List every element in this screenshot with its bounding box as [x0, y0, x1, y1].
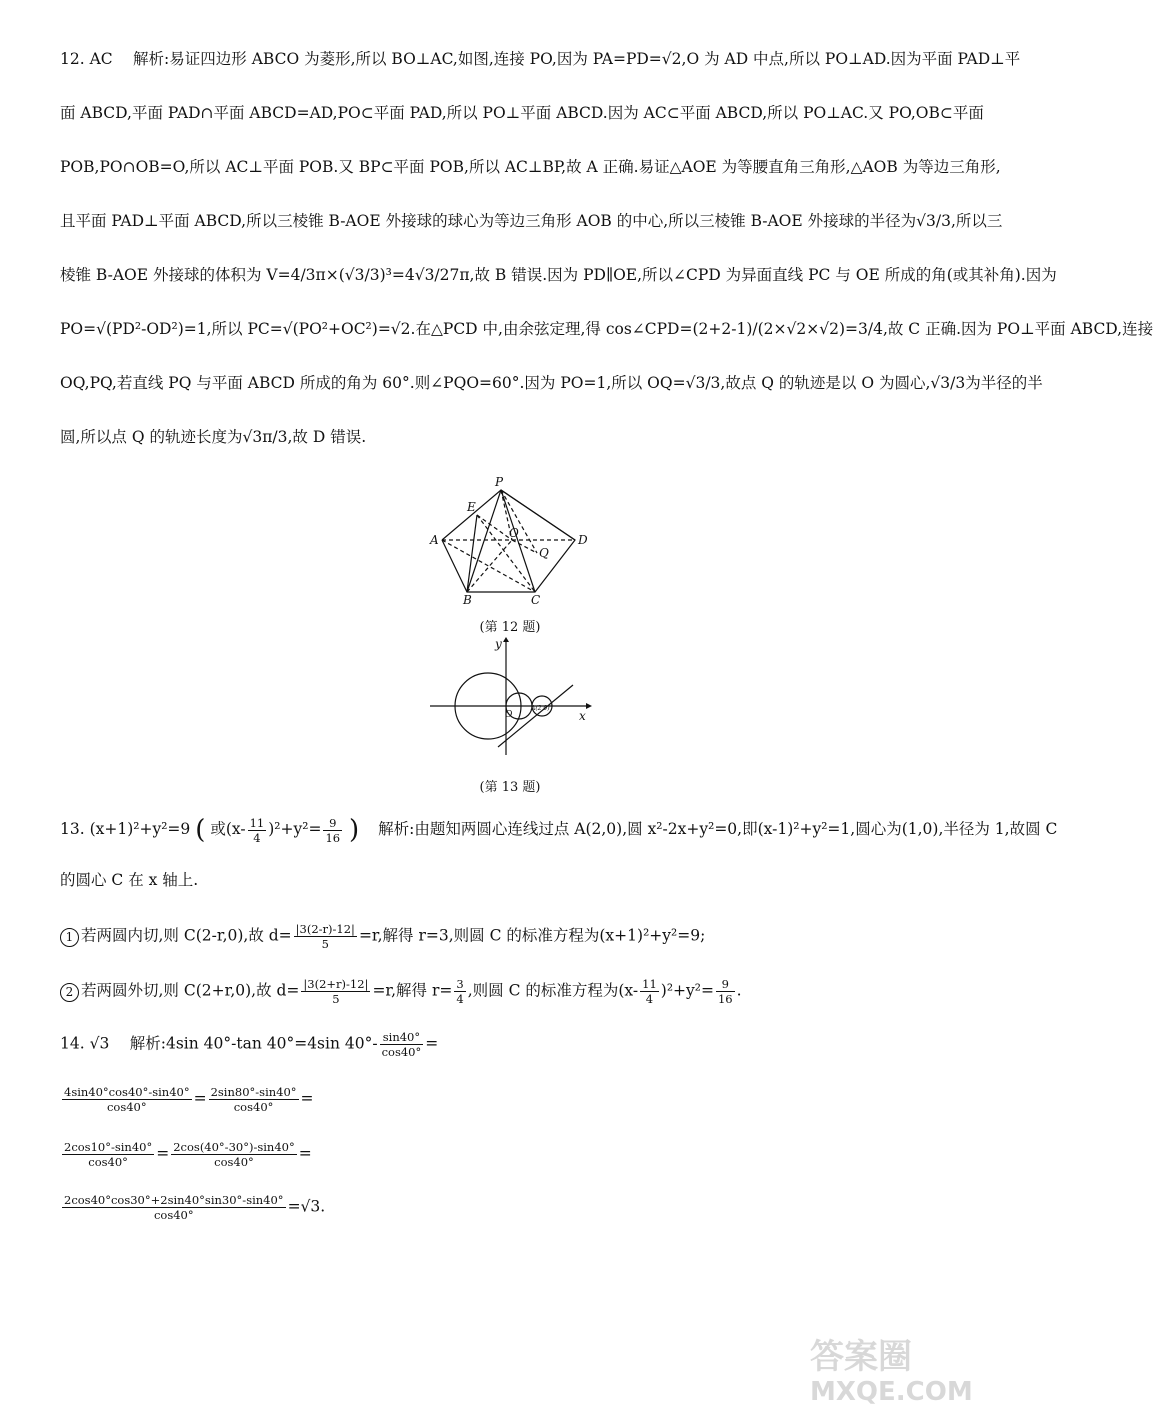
fraction: $\frac{9}{16}$ — [717, 977, 733, 1006]
case2-text-2: =r,解得 r= — [372, 981, 453, 1000]
circled-number: 1 — [60, 928, 79, 947]
paren-close: ) — [349, 815, 360, 845]
fraction: $\frac{|3(2+r)-12|}{5}$ — [303, 977, 369, 1006]
q14-lead — [60, 1030, 438, 1059]
figure-13-circles — [428, 637, 598, 759]
text-line: OQ,PQ,若直线 PQ 与平面 ABCD 所成的角为 60°.则∠PQO=60°.因为 PO=1,所以 OQ=√3/3,故点 Q 的轨迹是以 O 为圆心,√3/3为半径的半 — [60, 374, 1043, 392]
label-O: O — [509, 526, 519, 540]
case2-end: . — [736, 981, 742, 1000]
label-E: E — [467, 500, 476, 514]
q14-step-1 — [60, 1085, 314, 1114]
q14-step-2 — [60, 1140, 312, 1169]
case2-text-3: ,则圆 C 的标准方程为(x- — [467, 981, 639, 1000]
case1-text-2: =r,解得 r=3,则圆 C 的标准方程为(x+1)²+y²=9; — [358, 926, 706, 945]
fraction: $\frac{2\cos(40^\circ-30^\circ)-\sin 40^\circ}{\cos 40^\circ}$ — [173, 1140, 295, 1169]
paren-open: ( — [195, 815, 206, 845]
label-B: B — [463, 593, 472, 607]
fraction: $\frac{4\sin 40^\circ\cos 40^\circ-\sin 40^\circ}{\cos 40^\circ}$ — [64, 1085, 190, 1114]
fraction: $\frac{2\sin 80^\circ-\sin 40^\circ}{\cos 40^\circ}$ — [210, 1085, 297, 1114]
q13-case-2 — [60, 977, 742, 1006]
q13-case-1 — [60, 922, 705, 951]
text-line: 棱锥 B-AOE 外接球的体积为 V=4/3π×(√3/3)³=4√3/27π,故 B 错误.因为 PD∥OE,所以∠CPD 为异面直线 PC 与 OE 所成的角(或其补角).因为 — [60, 266, 1057, 284]
q13-answer: 13. (x+1)²+y²=9 — [60, 820, 191, 838]
fraction: $\frac{2\cos 40^\circ\cos 30^\circ+2\sin 40^\circ\sin 30^\circ-\sin 40^\circ}{\cos 40^\circ}$ — [64, 1193, 284, 1222]
point-a-label: A(2,0) — [531, 705, 550, 712]
q14-result: =√3. — [287, 1197, 326, 1216]
q13-analysis: 解析:由题知两圆心连线过点 A(2,0),圆 x²-2x+y²=0,即(x-1)²+y²=1,圆心为(1,0),半径为 1,故圆 C — [378, 820, 1058, 838]
figure-13-caption: (第 13 题) — [479, 780, 541, 795]
fraction: $\frac{3}{4}$ — [456, 977, 464, 1006]
equals: = — [193, 1089, 207, 1108]
case1-text: 若两圆内切,则 C(2-r,0),故 d= — [81, 926, 292, 945]
case2-text: 若两圆外切,则 C(2+r,0),故 d= — [81, 981, 300, 1000]
watermark-logo — [780, 1328, 980, 1408]
equals: = — [300, 1089, 314, 1108]
figure-12-pyramid — [425, 475, 600, 605]
q13-alt-pre: 或(x- — [210, 820, 246, 838]
equals: = — [298, 1144, 312, 1163]
case2-text-4: )²+y²= — [660, 981, 714, 1000]
fraction: $\frac{9}{16}$ — [325, 815, 341, 845]
fraction: $\frac{|3(2-r)-12|}{5}$ — [295, 922, 355, 951]
fraction: $\frac{\sin 40^\circ}{\cos 40^\circ}$ — [381, 1030, 422, 1059]
label-C: C — [531, 593, 541, 607]
text-line: 且平面 PAD⊥平面 ABCD,所以三棱锥 B-AOE 外接球的球心为等边三角形 AOB 的中心,所以三棱锥 B-AOE 外接球的半径为√3/3,所以三 — [60, 212, 1003, 230]
text-line: 12. AC 解析:易证四边形 ABCO 为菱形,所以 BO⊥AC,如图,连接 PO,因为 PA=PD=√2,O 为 AD 中点,所以 PO⊥AD.因为平面 PAD⊥平 — [60, 50, 1021, 68]
figure-12-caption: (第 12 题) — [479, 620, 541, 635]
axis-y-label: y — [495, 637, 502, 651]
axis-x-label: x — [579, 709, 586, 723]
circled-number: 2 — [60, 983, 79, 1002]
fraction: $\frac{11}{4}$ — [249, 815, 265, 845]
text-line: PO=√(PD²-OD²)=1,所以 PC=√(PO²+OC²)=√2.在△PCD 中,由余弦定理,得 cos∠CPD=(2+2-1)/(2×√2×√2)=3/4,故 C 正确.因为 PO⊥平面 ABCD,连接 — [60, 320, 1153, 338]
text-line: 面 ABCD,平面 PAD∩平面 ABCD=AD,PO⊂平面 PAD,所以 PO⊥平面 ABCD.因为 AC⊂平面 ABCD,所以 PO⊥AC.又 PO,OB⊂平面 — [60, 104, 984, 122]
label-D: D — [578, 533, 588, 547]
equals: = — [156, 1144, 170, 1163]
equals: = — [425, 1034, 439, 1053]
q12-analysis — [60, 32, 1153, 464]
text-line: 圆,所以点 Q 的轨迹长度为√3π/3,故 D 错误. — [60, 428, 367, 446]
q13-alt-mid: )²+y²= — [268, 820, 322, 838]
q13-answer-line — [60, 815, 1057, 845]
watermark-bottom: MXQE.COM — [810, 1377, 973, 1407]
watermark-top: 答案圈 — [810, 1337, 912, 1377]
label-A: A — [430, 533, 439, 547]
q14-step-3 — [60, 1193, 325, 1222]
label-P: P — [495, 475, 504, 489]
fraction: $\frac{2\cos 10^\circ-\sin 40^\circ}{\cos 40^\circ}$ — [64, 1140, 153, 1169]
q14-text: 14. √3 解析:4sin 40°-tan 40°=4sin 40°- — [60, 1034, 378, 1053]
fraction: $\frac{11}{4}$ — [642, 977, 657, 1006]
label-Q: Q — [539, 546, 549, 560]
q13-analysis-2: 的圆心 C 在 x 轴上. — [60, 871, 199, 889]
text-line: POB,PO∩OB=O,所以 AC⊥平面 POB.又 BP⊂平面 POB,所以 AC⊥BP,故 A 正确.易证△AOE 为等腰直角三角形,△AOB 为等边三角形, — [60, 158, 1001, 176]
origin-label: O — [505, 710, 513, 720]
